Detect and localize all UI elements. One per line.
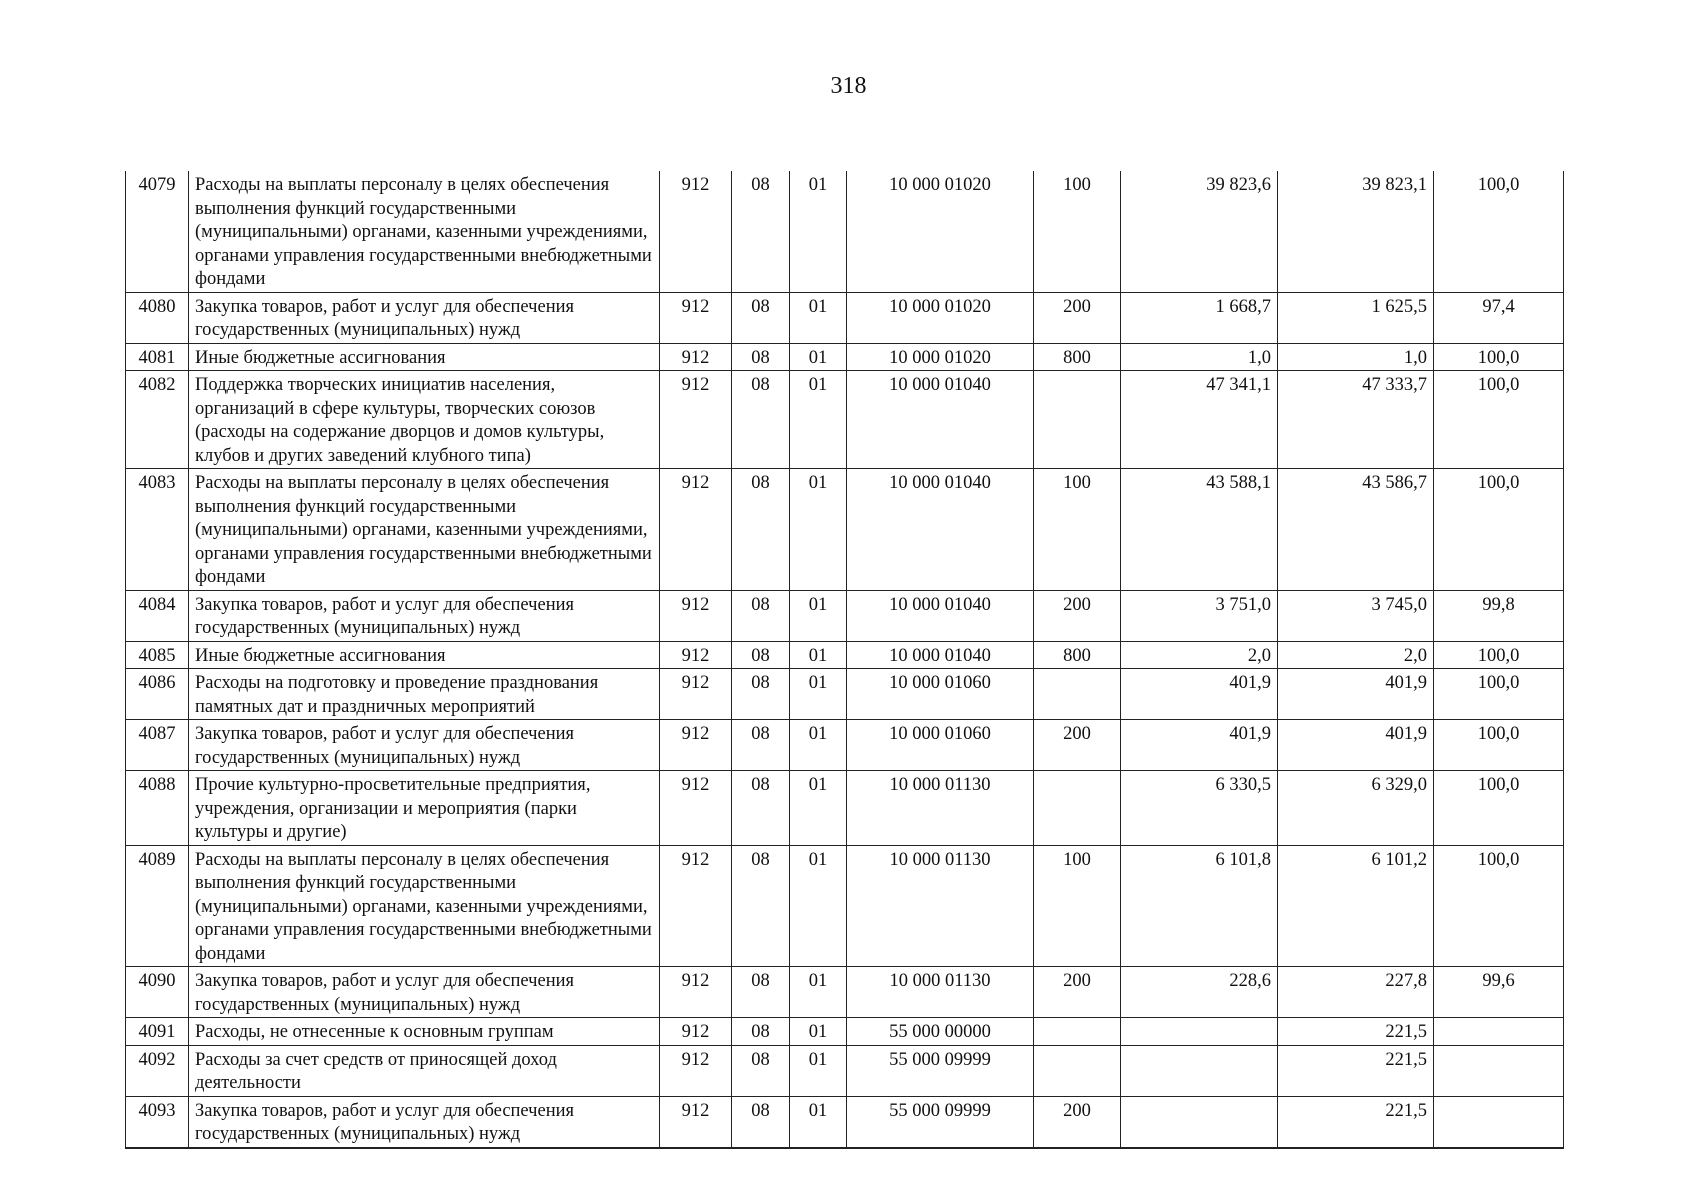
department-code-cell: 912	[660, 343, 732, 371]
percent-cell: 97,4	[1434, 292, 1564, 343]
percent-cell	[1434, 1096, 1564, 1148]
table-row	[126, 292, 1564, 343]
description-cell: Расходы на выплаты персоналу в целях обеспечения выполнения функций государственными (муниципальными) органами, казенными учреждениями, органами управления государственными внебюджетными фондами	[189, 469, 660, 591]
expense-type-cell	[1034, 371, 1121, 469]
department-code-cell: 912	[660, 720, 732, 771]
description-cell: Поддержка творческих инициатив населения, организаций в сфере культуры, творческих союзов (расходы на содержание дворцов и домов культуры, клубов и других заведений клубного типа)	[189, 371, 660, 469]
page-number: 318	[830, 73, 867, 99]
description-cell: Расходы, не отнесенные к основным группам	[189, 1018, 660, 1046]
section-code-cell: 08	[732, 590, 790, 641]
percent-cell	[1434, 1045, 1564, 1096]
subsection-code-cell: 01	[790, 845, 847, 967]
section-code-cell: 08	[732, 292, 790, 343]
expense-type-cell: 200	[1034, 967, 1121, 1018]
planned-amount-cell: 1 668,7	[1121, 292, 1278, 343]
target-article-cell: 10 000 01020	[847, 171, 1034, 292]
section-code-cell: 08	[732, 171, 790, 292]
section-code-cell: 08	[732, 343, 790, 371]
planned-amount-cell: 47 341,1	[1121, 371, 1278, 469]
target-article-cell: 10 000 01130	[847, 845, 1034, 967]
actual-amount-cell: 221,5	[1278, 1045, 1434, 1096]
planned-amount-cell	[1121, 1096, 1278, 1148]
row-number-cell: 4091	[126, 1018, 189, 1046]
planned-amount-cell: 401,9	[1121, 720, 1278, 771]
row-number-cell: 4089	[126, 845, 189, 967]
subsection-code-cell: 01	[790, 371, 847, 469]
row-number-cell: 4081	[126, 343, 189, 371]
actual-amount-cell: 401,9	[1278, 720, 1434, 771]
planned-amount-cell: 39 823,6	[1121, 171, 1278, 292]
expense-type-cell	[1034, 669, 1121, 720]
target-article-cell: 10 000 01040	[847, 641, 1034, 669]
subsection-code-cell: 01	[790, 967, 847, 1018]
row-number-cell: 4083	[126, 469, 189, 591]
section-code-cell: 08	[732, 845, 790, 967]
department-code-cell: 912	[660, 371, 732, 469]
percent-cell: 100,0	[1434, 669, 1564, 720]
actual-amount-cell: 227,8	[1278, 967, 1434, 1018]
planned-amount-cell	[1121, 1018, 1278, 1046]
section-code-cell: 08	[732, 967, 790, 1018]
percent-cell: 100,0	[1434, 720, 1564, 771]
table-row	[126, 171, 1564, 292]
row-number-cell: 4093	[126, 1096, 189, 1148]
target-article-cell: 55 000 09999	[847, 1096, 1034, 1148]
section-code-cell: 08	[732, 641, 790, 669]
actual-amount-cell: 6 101,2	[1278, 845, 1434, 967]
actual-amount-cell: 2,0	[1278, 641, 1434, 669]
planned-amount-cell: 3 751,0	[1121, 590, 1278, 641]
department-code-cell: 912	[660, 292, 732, 343]
subsection-code-cell: 01	[790, 1096, 847, 1148]
row-number-cell: 4084	[126, 590, 189, 641]
planned-amount-cell: 401,9	[1121, 669, 1278, 720]
department-code-cell: 912	[660, 469, 732, 591]
table-row	[126, 1045, 1564, 1096]
section-code-cell: 08	[732, 1096, 790, 1148]
section-code-cell: 08	[732, 371, 790, 469]
description-cell: Закупка товаров, работ и услуг для обеспечения государственных (муниципальных) нужд	[189, 590, 660, 641]
percent-cell: 100,0	[1434, 845, 1564, 967]
subsection-code-cell: 01	[790, 469, 847, 591]
department-code-cell: 912	[660, 845, 732, 967]
section-code-cell: 08	[732, 1018, 790, 1046]
table-row	[126, 469, 1564, 591]
expense-type-cell: 200	[1034, 590, 1121, 641]
expense-type-cell	[1034, 1018, 1121, 1046]
expense-type-cell: 200	[1034, 1096, 1121, 1148]
target-article-cell: 55 000 09999	[847, 1045, 1034, 1096]
description-cell: Прочие культурно-просветительные предприятия, учреждения, организации и мероприятия (парки культуры и другие)	[189, 771, 660, 846]
subsection-code-cell: 01	[790, 590, 847, 641]
description-cell: Иные бюджетные ассигнования	[189, 343, 660, 371]
target-article-cell: 10 000 01130	[847, 771, 1034, 846]
row-number-cell: 4085	[126, 641, 189, 669]
table-row	[126, 343, 1564, 371]
row-number-cell: 4086	[126, 669, 189, 720]
table-body	[126, 171, 1564, 1148]
subsection-code-cell: 01	[790, 669, 847, 720]
row-number-cell: 4087	[126, 720, 189, 771]
target-article-cell: 10 000 01130	[847, 967, 1034, 1018]
section-code-cell: 08	[732, 669, 790, 720]
row-number-cell: 4092	[126, 1045, 189, 1096]
planned-amount-cell	[1121, 1045, 1278, 1096]
actual-amount-cell: 39 823,1	[1278, 171, 1434, 292]
actual-amount-cell: 1 625,5	[1278, 292, 1434, 343]
description-cell: Закупка товаров, работ и услуг для обеспечения государственных (муниципальных) нужд	[189, 720, 660, 771]
table-row	[126, 641, 1564, 669]
target-article-cell: 10 000 01020	[847, 343, 1034, 371]
subsection-code-cell: 01	[790, 292, 847, 343]
percent-cell: 100,0	[1434, 771, 1564, 846]
actual-amount-cell: 47 333,7	[1278, 371, 1434, 469]
section-code-cell: 08	[732, 1045, 790, 1096]
department-code-cell: 912	[660, 1096, 732, 1148]
planned-amount-cell: 228,6	[1121, 967, 1278, 1018]
planned-amount-cell: 2,0	[1121, 641, 1278, 669]
planned-amount-cell: 43 588,1	[1121, 469, 1278, 591]
table-row	[126, 371, 1564, 469]
target-article-cell: 55 000 00000	[847, 1018, 1034, 1046]
subsection-code-cell: 01	[790, 771, 847, 846]
subsection-code-cell: 01	[790, 1018, 847, 1046]
planned-amount-cell: 6 101,8	[1121, 845, 1278, 967]
table-row	[126, 720, 1564, 771]
percent-cell	[1434, 1018, 1564, 1046]
description-cell: Иные бюджетные ассигнования	[189, 641, 660, 669]
subsection-code-cell: 01	[790, 343, 847, 371]
expense-type-cell: 800	[1034, 641, 1121, 669]
target-article-cell: 10 000 01060	[847, 669, 1034, 720]
table-row	[126, 590, 1564, 641]
table-row	[126, 669, 1564, 720]
expense-type-cell: 200	[1034, 720, 1121, 771]
table-row	[126, 1096, 1564, 1148]
actual-amount-cell: 401,9	[1278, 669, 1434, 720]
budget-table	[125, 171, 1564, 1149]
department-code-cell: 912	[660, 967, 732, 1018]
table-row	[126, 845, 1564, 967]
subsection-code-cell: 01	[790, 1045, 847, 1096]
description-cell: Расходы на подготовку и проведение празднования памятных дат и праздничных мероприятий	[189, 669, 660, 720]
target-article-cell: 10 000 01040	[847, 371, 1034, 469]
row-number-cell: 4079	[126, 171, 189, 292]
department-code-cell: 912	[660, 1045, 732, 1096]
actual-amount-cell: 6 329,0	[1278, 771, 1434, 846]
actual-amount-cell: 221,5	[1278, 1018, 1434, 1046]
target-article-cell: 10 000 01040	[847, 590, 1034, 641]
target-article-cell: 10 000 01020	[847, 292, 1034, 343]
table-row	[126, 771, 1564, 846]
row-number-cell: 4088	[126, 771, 189, 846]
department-code-cell: 912	[660, 590, 732, 641]
planned-amount-cell: 1,0	[1121, 343, 1278, 371]
row-number-cell: 4082	[126, 371, 189, 469]
planned-amount-cell: 6 330,5	[1121, 771, 1278, 846]
department-code-cell: 912	[660, 669, 732, 720]
percent-cell: 100,0	[1434, 641, 1564, 669]
expense-type-cell: 200	[1034, 292, 1121, 343]
target-article-cell: 10 000 01060	[847, 720, 1034, 771]
table-row	[126, 1018, 1564, 1046]
expense-type-cell: 100	[1034, 845, 1121, 967]
subsection-code-cell: 01	[790, 171, 847, 292]
expense-type-cell: 100	[1034, 171, 1121, 292]
expense-type-cell: 800	[1034, 343, 1121, 371]
row-number-cell: 4080	[126, 292, 189, 343]
percent-cell: 99,8	[1434, 590, 1564, 641]
actual-amount-cell: 1,0	[1278, 343, 1434, 371]
row-number-cell: 4090	[126, 967, 189, 1018]
percent-cell: 100,0	[1434, 171, 1564, 292]
expense-type-cell	[1034, 1045, 1121, 1096]
actual-amount-cell: 221,5	[1278, 1096, 1434, 1148]
percent-cell: 100,0	[1434, 371, 1564, 469]
expense-type-cell: 100	[1034, 469, 1121, 591]
subsection-code-cell: 01	[790, 720, 847, 771]
actual-amount-cell: 3 745,0	[1278, 590, 1434, 641]
subsection-code-cell: 01	[790, 641, 847, 669]
percent-cell: 99,6	[1434, 967, 1564, 1018]
section-code-cell: 08	[732, 720, 790, 771]
description-cell: Расходы на выплаты персоналу в целях обеспечения выполнения функций государственными (муниципальными) органами, казенными учреждениями, органами управления государственными внебюджетными фондами	[189, 171, 660, 292]
percent-cell: 100,0	[1434, 343, 1564, 371]
percent-cell: 100,0	[1434, 469, 1564, 591]
description-cell: Закупка товаров, работ и услуг для обеспечения государственных (муниципальных) нужд	[189, 967, 660, 1018]
department-code-cell: 912	[660, 771, 732, 846]
description-cell: Расходы на выплаты персоналу в целях обеспечения выполнения функций государственными (муниципальными) органами, казенными учреждениями, органами управления государственными внебюджетными фондами	[189, 845, 660, 967]
description-cell: Закупка товаров, работ и услуг для обеспечения государственных (муниципальных) нужд	[189, 292, 660, 343]
description-cell: Расходы за счет средств от приносящей доход деятельности	[189, 1045, 660, 1096]
target-article-cell: 10 000 01040	[847, 469, 1034, 591]
department-code-cell: 912	[660, 1018, 732, 1046]
description-cell: Закупка товаров, работ и услуг для обеспечения государственных (муниципальных) нужд	[189, 1096, 660, 1148]
section-code-cell: 08	[732, 771, 790, 846]
expense-type-cell	[1034, 771, 1121, 846]
department-code-cell: 912	[660, 641, 732, 669]
actual-amount-cell: 43 586,7	[1278, 469, 1434, 591]
department-code-cell: 912	[660, 171, 732, 292]
section-code-cell: 08	[732, 469, 790, 591]
table-row	[126, 967, 1564, 1018]
